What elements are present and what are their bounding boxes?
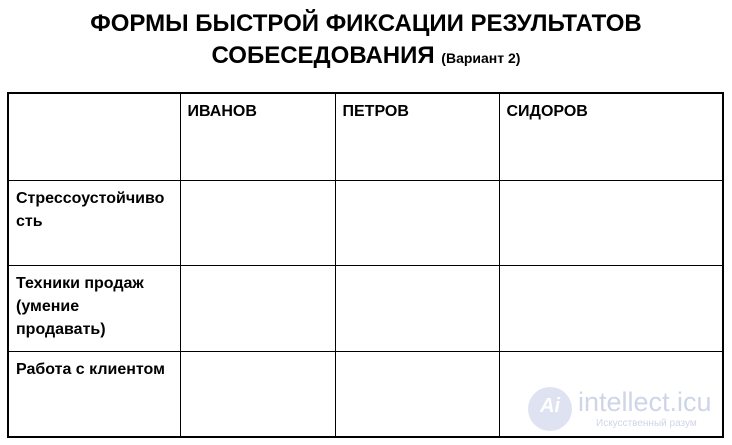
watermark-logo-text: Ai <box>540 395 560 417</box>
title-line-2-text: СОБЕСЕДОВАНИЯ <box>211 42 435 69</box>
table-cell[interactable] <box>335 265 499 351</box>
table-row <box>8 180 723 265</box>
table-cell[interactable] <box>499 180 723 265</box>
watermark-logo-icon <box>528 387 572 431</box>
header-cell-sidorov: СИДОРОВ <box>499 93 723 180</box>
row-label-stress-resistance: Стрессоустойчивость <box>8 180 180 265</box>
table-cell[interactable] <box>180 265 335 351</box>
table-header-row <box>8 93 723 180</box>
row-label-client-work: Работа с клиентом <box>8 351 180 437</box>
table-cell[interactable] <box>335 351 499 437</box>
header-cell-empty <box>8 93 180 180</box>
table-cell[interactable] <box>180 351 335 437</box>
watermark-subtitle: Искусственный разум <box>596 418 697 429</box>
watermark <box>528 385 728 435</box>
table-cell[interactable] <box>335 180 499 265</box>
table-row <box>8 265 723 351</box>
header-cell-ivanov: ИВАНОВ <box>180 93 335 180</box>
header-cell-petrov: ПЕТРОВ <box>335 93 499 180</box>
table-cell[interactable] <box>180 180 335 265</box>
row-label-sales-techniques: Техники продаж (умение продавать) <box>8 265 180 351</box>
page-title <box>0 8 732 74</box>
title-line-2 <box>0 40 732 74</box>
title-line-1: ФОРМЫ БЫСТРОЙ ФИКСАЦИИ РЕЗУЛЬТАТОВ <box>90 10 642 37</box>
table-cell[interactable] <box>499 265 723 351</box>
title-variant: (Вариант 2) <box>441 50 521 66</box>
watermark-name: intellect.icu <box>578 387 712 417</box>
